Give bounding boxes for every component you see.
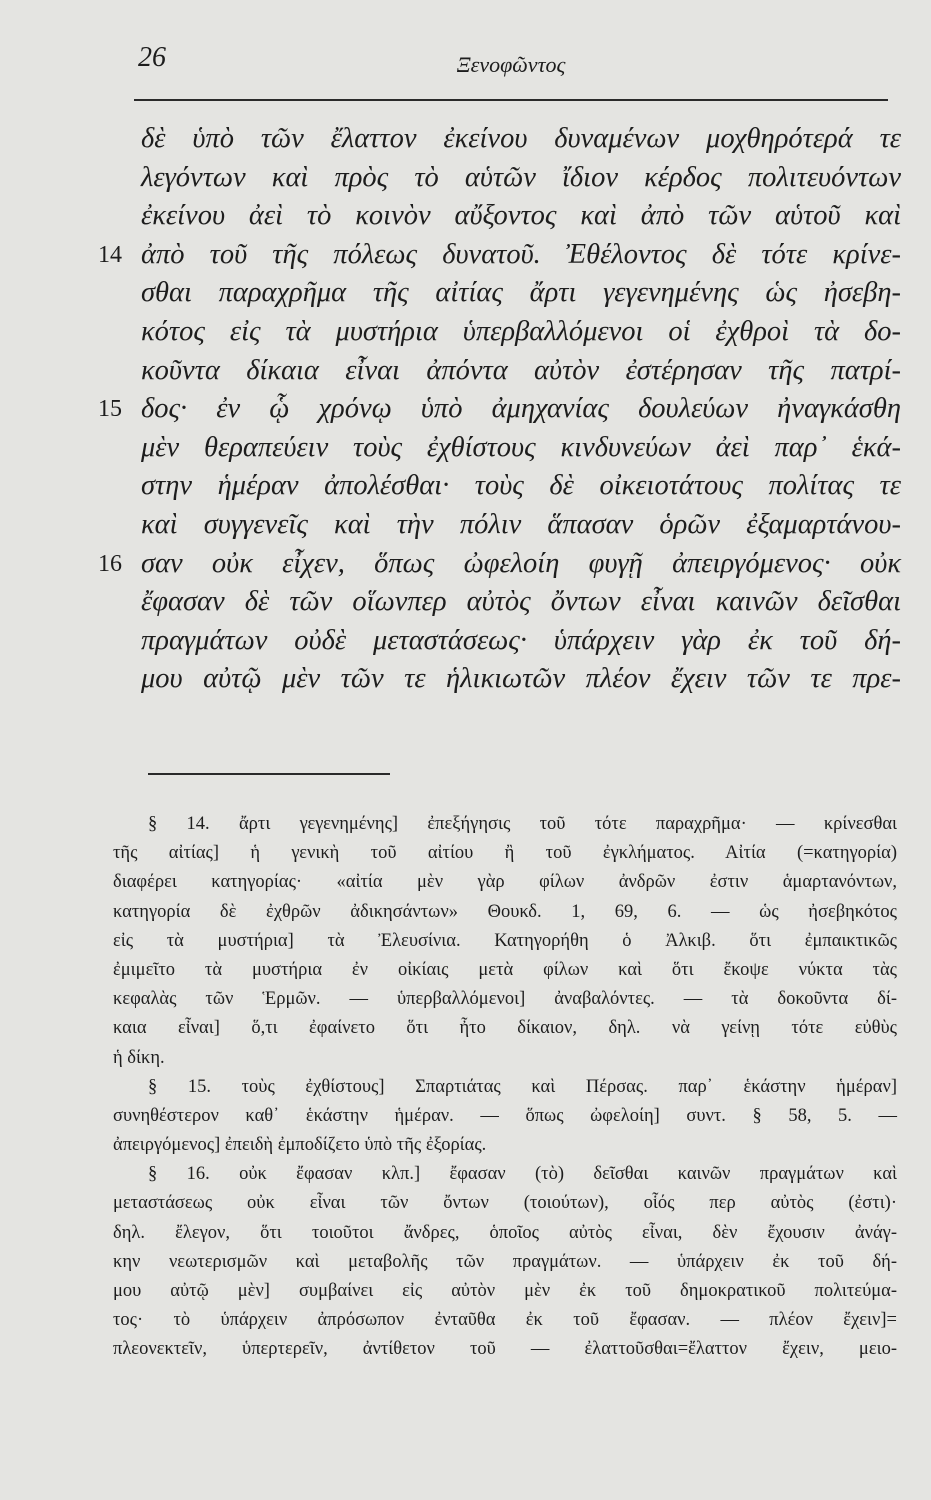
footnotes [0, 810, 931, 1365]
footnote-line [0, 1277, 931, 1306]
line-text: ἔφασαν δὲ τῶν οἵωνπερ αὐτὸς ὄντων εἶναι καινῶν δεῖσθαι [141, 586, 901, 618]
footnote-line [0, 1189, 931, 1218]
line-text: δὲ ὑπὸ τῶν ἔλαττον ἐκείνου δυναμένων μοχθηρότερά τε [141, 123, 901, 154]
footnote-line [0, 898, 931, 927]
line-text: κότος εἰς τὰ μυστήρια ὑπερβαλλόμενοι οἱ ἐχθροὶ τὰ δο- [141, 315, 901, 347]
main-text [0, 120, 931, 699]
line-text: σθαι παραχρῆμα τῆς αἰτίας ἄρτι γεγενημένης ὡς ἠσεβη- [141, 277, 901, 309]
line-text: σαν οὐκ εἶχεν, ὅπως ὠφελοίη φυγῇ ἀπειργόμενος· οὐκ [141, 547, 901, 579]
line-text: κοῦντα δίκαια εἶναι ἀπόντα αὐτὸν ἐστέρησαν τῆς πατρί- [141, 354, 901, 386]
footnote-text: ἀπειργόμενος] ἐπειδὴ ἐμποδίζετο ὑπὸ τῆς ἐξορίας. [113, 1135, 487, 1156]
text-line [0, 467, 931, 506]
footnote-line [0, 1219, 931, 1248]
footnote-text: τος· τὸ ὑπάρχειν ἀπρόσωπον ἐνταῦθα ἐκ τοῦ ἔφασαν. — πλέον ἔχειν]= [113, 1310, 897, 1331]
line-text: μὲν θεραπεύειν τοὺς ἐχθίστους κινδυνεύων ἀεὶ παρ᾽ ἑκά- [141, 431, 901, 463]
footnote-line [0, 927, 931, 956]
text-line [0, 660, 931, 699]
header-rule [134, 99, 888, 101]
footnote-text: τῆς αἰτίας] ἡ γενικὴ τοῦ αἰτίου ἢ τοῦ ἐγκλήματος. Αἰτία (=κατηγορία) [113, 843, 897, 864]
text-line [0, 583, 931, 622]
footnote-text: § 14. ἄρτι γεγενημένης] ἐπεξήγησις τοῦ τότε παραχρῆμα· — κρίνεσθαι [148, 814, 897, 834]
line-text: μου αὐτῷ μὲν τῶν τε ἡλικιωτῶν πλέον ἔχειν τῶν τε πρε- [141, 663, 901, 695]
footnote-text: κην νεωτερισμῶν καὶ μεταβολῆς τῶν πραγμάτων. — ὑπάρχειν ἐκ τοῦ δή- [113, 1251, 897, 1272]
footnote-line [0, 1306, 931, 1335]
footnote-line [0, 1014, 931, 1043]
footnote-text: δηλ. ἔλεγον, ὅτι τοιοῦτοι ἄνδρες, ὁποῖος αὐτὸς εἶναι, δὲν ἔχουσιν ἀνάγ- [113, 1222, 897, 1243]
footnote-line [0, 985, 931, 1014]
footnote-text: κατηγορία δὲ ἐχθρῶν ἀδικησάντων» Θουκδ. 1, 69, 6. — ὡς ἠσεβηκότος [113, 901, 897, 922]
footnote-line [0, 956, 931, 985]
line-text: λεγόντων καὶ πρὸς τὸ αὑτῶν ἴδιον κέρδος πολιτευόντων [141, 161, 901, 193]
footnote-text: § 15. τοὺς ἐχθίστους] Σπαρτιάτας καὶ Πέρσας. παρ᾽ ἑκάστην ἡμέραν] [148, 1076, 897, 1097]
footnote-text: μεταστάσεως οὐκ εἶναι τῶν ὄντων (τοιούτων), οἷός περ αὐτὸς (ἐστι)· [113, 1193, 897, 1214]
page-header [134, 38, 888, 88]
text-line [0, 313, 931, 352]
text-line [0, 197, 931, 236]
line-text: ἐκείνου ἀεὶ τὸ κοινὸν αὔξοντος καὶ ἀπὸ τῶν αὑτοῦ καὶ [141, 200, 901, 232]
footnote-text: εἰς τὰ μυστήρια] τὰ Ἐλευσίνια. Κατηγορήθη ὁ Ἀλκιβ. ὅτι ἐμπαικτικῶς [113, 930, 897, 951]
page-number: 26 [138, 42, 166, 73]
line-text: καὶ συγγενεῖς καὶ τὴν πόλιν ἅπασαν ὁρῶν ἐξαμαρτάνου- [141, 508, 901, 540]
footnote-text: καια εἶναι] ὅ,τι ἐφαίνετο ὅτι ἦτο δίκαιον, δηλ. νὰ γείνῃ τότε εὐθὺς [113, 1018, 897, 1039]
footnote-text: διαφέρει κατηγορίας· «αἰτία μὲν γὰρ φίλων ἀνδρῶν ἐστιν ἁμαρτανόντων, [113, 872, 897, 893]
footnote-line [0, 839, 931, 868]
footnote-text: § 16. οὐκ ἔφασαν κλπ.] ἔφασαν (τὸ) δεῖσθαι καινῶν πραγμάτων καὶ [148, 1164, 897, 1185]
footnote-text: πλεονεκτεῖν, ὑπερτερεῖν, ἀντίθετον τοῦ — ἐλαττοῦσθαι=ἔλαττον ἔχειν, μειο- [113, 1339, 897, 1360]
running-title: Ξενοφῶντος [456, 52, 566, 77]
footnote-text: ἡ δίκη. [113, 1047, 165, 1068]
footnote-line [0, 868, 931, 897]
text-line [0, 506, 931, 545]
footnote-text: μου αὐτῷ μὲν] συμβαίνει εἰς αὐτὸν μὲν ἐκ τοῦ δημοκρατικοῦ πολιτεύμα- [113, 1281, 897, 1301]
line-text: ἀπὸ τοῦ τῆς πόλεως δυνατοῦ. Ἐθέλοντος δὲ τότε κρίνε- [141, 238, 901, 270]
text-line [0, 545, 931, 584]
footnote-line [0, 1131, 931, 1160]
text-line [0, 159, 931, 198]
footnote-line [0, 1248, 931, 1277]
footnote-text: κεφαλὰς τῶν Ἑρμῶν. — ὑπερβαλλόμενοι] ἀναβαλόντες. — τὰ δοκοῦντα δί- [113, 989, 897, 1010]
section-number: 16 [98, 550, 122, 577]
section-number: 14 [98, 241, 122, 268]
text-line [0, 352, 931, 391]
text-line [0, 622, 931, 661]
line-text: δος· ἐν ᾧ χρόνῳ ὑπὸ ἀμηχανίας δουλεύων ἠναγκάσθη [141, 393, 901, 425]
text-line [0, 236, 931, 275]
text-line [0, 390, 931, 429]
footnote-rule [148, 773, 390, 775]
text-line [0, 429, 931, 468]
footnote-line [0, 1160, 931, 1189]
footnote-line [0, 1044, 931, 1073]
line-text: στην ἡμέραν ἀπολέσθαι· τοὺς δὲ οἰκειοτάτους πολίτας τε [141, 470, 901, 502]
text-line [0, 120, 931, 159]
text-line [0, 274, 931, 313]
footnote-line [0, 1102, 931, 1131]
line-text: πραγμάτων οὐδὲ μεταστάσεως· ὑπάρχειν γὰρ ἐκ τοῦ δή- [141, 624, 901, 656]
footnote-line [0, 1073, 931, 1102]
footnote-text: ἐμιμεῖτο τὰ μυστήρια ἐν οἰκίαις μετὰ φίλων καὶ ὅτι ἔκοψε νύκτα τὰς [113, 959, 897, 980]
footnote-line [0, 1335, 931, 1364]
footnote-line [0, 810, 931, 839]
section-number: 15 [98, 396, 122, 423]
footnote-text: συνηθέστερον καθ᾽ ἑκάστην ἡμέραν. — ὅπως ὠφελοίη] συντ. § 58, 5. — [113, 1105, 897, 1126]
